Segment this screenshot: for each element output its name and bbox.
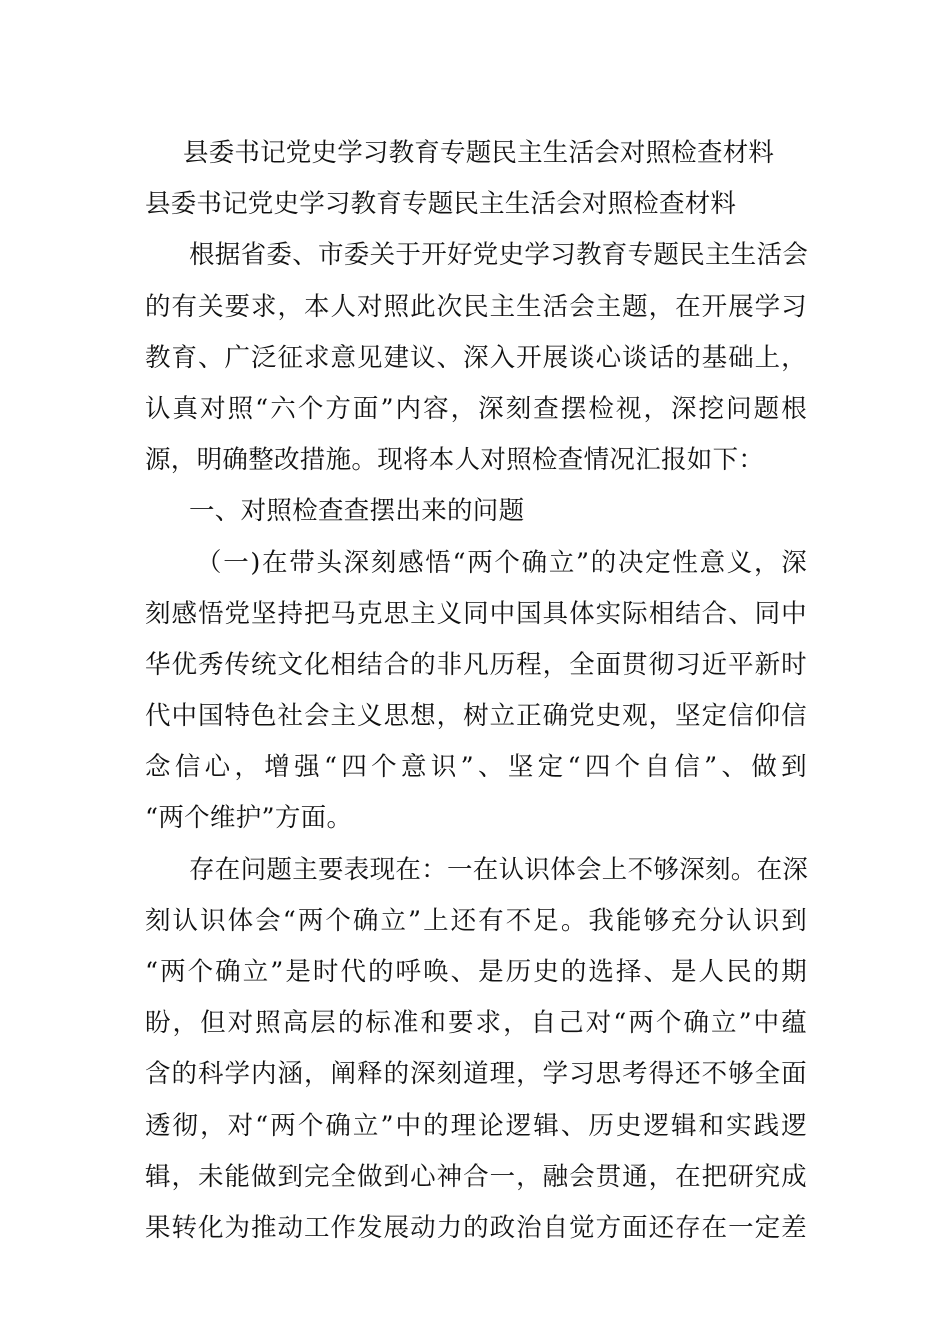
section-heading-1: 一、对照检查查摆出来的问题 <box>189 496 525 527</box>
paragraph-section-1-line-5: 念信心，增强“四个意识”、坚定“四个自信”、做到 <box>145 752 807 783</box>
paragraph-section-1-line-2: 刻感悟党坚持把马克思主义同中国具体实际相结合、同中 <box>145 598 807 629</box>
paragraph-problems-line-6: 透彻，对“两个确立”中的理论逻辑、历史逻辑和实践逻 <box>145 1110 807 1141</box>
paragraph-intro-line-3: 教育、广泛征求意见建议、深入开展谈心谈话的基础上， <box>145 342 807 373</box>
paragraph-problems-line-2: 刻认识体会“两个确立”上还有不足。我能够充分认识到 <box>145 905 807 936</box>
document-title-line-1: 县委书记党史学习教育专题民主生活会对照检查材料 <box>183 138 775 168</box>
paragraph-section-1-line-4: 代中国特色社会主义思想，树立正确党史观，坚定信仰信 <box>145 701 807 732</box>
paragraph-intro-line-1: 根据省委、市委关于开好党史学习教育专题民主生活会 <box>189 240 809 271</box>
paragraph-intro-line-2: 的有关要求，本人对照此次民主生活会主题，在开展学习 <box>145 291 807 322</box>
paragraph-problems-line-5: 含的科学内涵，阐释的深刻道理，学习思考得还不够全面 <box>145 1059 807 1090</box>
paragraph-problems-line-7: 辑，未能做到完全做到心神合一，融会贯通，在把研究成 <box>145 1161 807 1192</box>
paragraph-problems-line-1: 存在问题主要表现在：一在认识体会上不够深刻。在深 <box>189 854 809 885</box>
paragraph-intro-line-5: 源，明确整改措施。现将本人对照检查情况汇报如下： <box>145 445 765 476</box>
document-title-line-2: 县委书记党史学习教育专题民主生活会对照检查材料 <box>145 189 737 220</box>
document-body <box>145 230 807 1254</box>
paragraph-problems-line-4: 盼，但对照高层的标准和要求，自己对“两个确立”中蕴 <box>145 1008 807 1039</box>
paragraph-intro-line-4: 认真对照“六个方面”内容，深刻查摆检视，深挖问题根 <box>145 393 807 424</box>
paragraph-problems-line-3: “两个确立”是时代的呼唤、是历史的选择、是人民的期 <box>145 957 807 988</box>
paragraph-section-1-line-6: “两个维护”方面。 <box>145 803 353 834</box>
paragraph-problems-line-8: 果转化为推动工作发展动力的政治自觉方面还存在一定差 <box>145 1212 807 1243</box>
paragraph-section-1-line-3: 华优秀传统文化相结合的非凡历程，全面贯彻习近平新时 <box>145 649 807 680</box>
paragraph-section-1-line-1: （一)在带头深刻感悟“两个确立”的决定性意义，深 <box>196 547 807 578</box>
